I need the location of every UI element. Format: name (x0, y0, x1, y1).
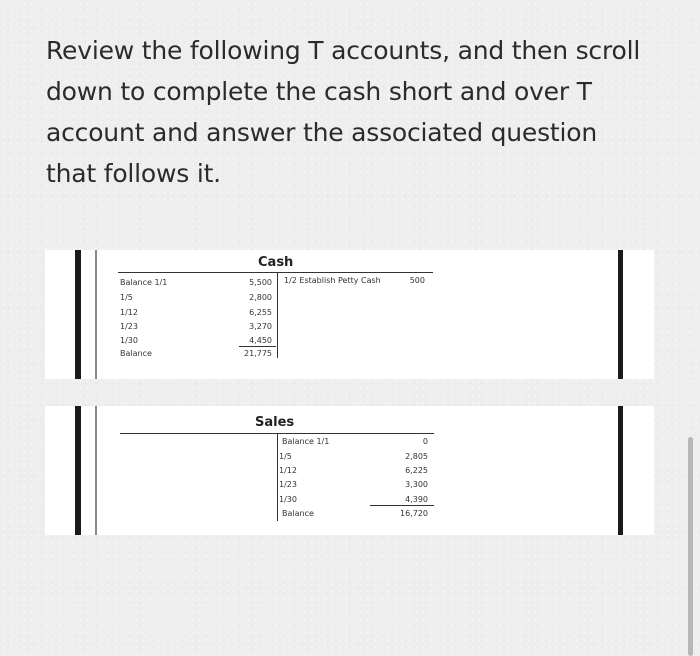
cash-row-amount: 2,800 (249, 293, 272, 302)
cash-t-account (45, 250, 654, 379)
sales-row-amount: 0 (422, 437, 428, 446)
scrollbar[interactable] (688, 437, 693, 656)
left-bar (75, 406, 81, 535)
sales-row-label: 1/23 (279, 480, 297, 489)
sales-row-label: 1/5 (279, 452, 292, 461)
right-bar (618, 406, 623, 535)
sales-t-account (45, 406, 654, 535)
left-bar (75, 250, 81, 379)
sales-row-amount: 4,390 (405, 495, 428, 504)
cash-row-label: 1/23 (120, 322, 138, 331)
cash-center-rule (277, 272, 278, 358)
sales-row-amount: 2,805 (405, 452, 428, 461)
cash-row-label: 1/30 (120, 336, 138, 345)
cash-top-rule (118, 272, 433, 273)
sales-title: Sales (255, 415, 295, 430)
cash-row-label: Balance 1/1 (120, 278, 168, 287)
cash-row-amount: 21,775 (244, 349, 272, 358)
sales-row-label: 1/12 (279, 466, 297, 475)
cash-total-rule (239, 346, 276, 347)
cash-row-amount: 6,255 (249, 308, 272, 317)
cash-title: Cash (258, 255, 294, 270)
sales-row-amount: 3,300 (405, 480, 428, 489)
left-thin-line (95, 250, 97, 379)
cash-row-amount: 5,500 (249, 278, 272, 287)
cash-row-label: Balance (120, 349, 152, 358)
sales-row-label: Balance 1/1 (282, 437, 330, 446)
cash-credit-amount: 500 (409, 276, 425, 285)
cash-row-amount: 3,270 (249, 322, 272, 331)
cash-row-label: 1/5 (120, 293, 133, 302)
sales-row-label: Balance (282, 509, 314, 518)
cash-row-label: 1/12 (120, 308, 138, 317)
right-bar (618, 250, 623, 379)
sales-row-amount: 16,720 (400, 509, 428, 518)
sales-row-amount: 6,225 (405, 466, 428, 475)
cash-credit-label: 1/2 Establish Petty Cash (284, 276, 381, 285)
sales-row-label: 1/30 (279, 495, 297, 504)
sales-center-rule (277, 433, 278, 521)
cash-row-amount: 4,450 (249, 336, 272, 345)
instructions-text: Review the following T accounts, and then scroll down to complete the cash short and over T account and answer the associated question that follows it. (46, 36, 641, 188)
sales-total-rule (370, 505, 434, 506)
left-thin-line (95, 406, 97, 535)
